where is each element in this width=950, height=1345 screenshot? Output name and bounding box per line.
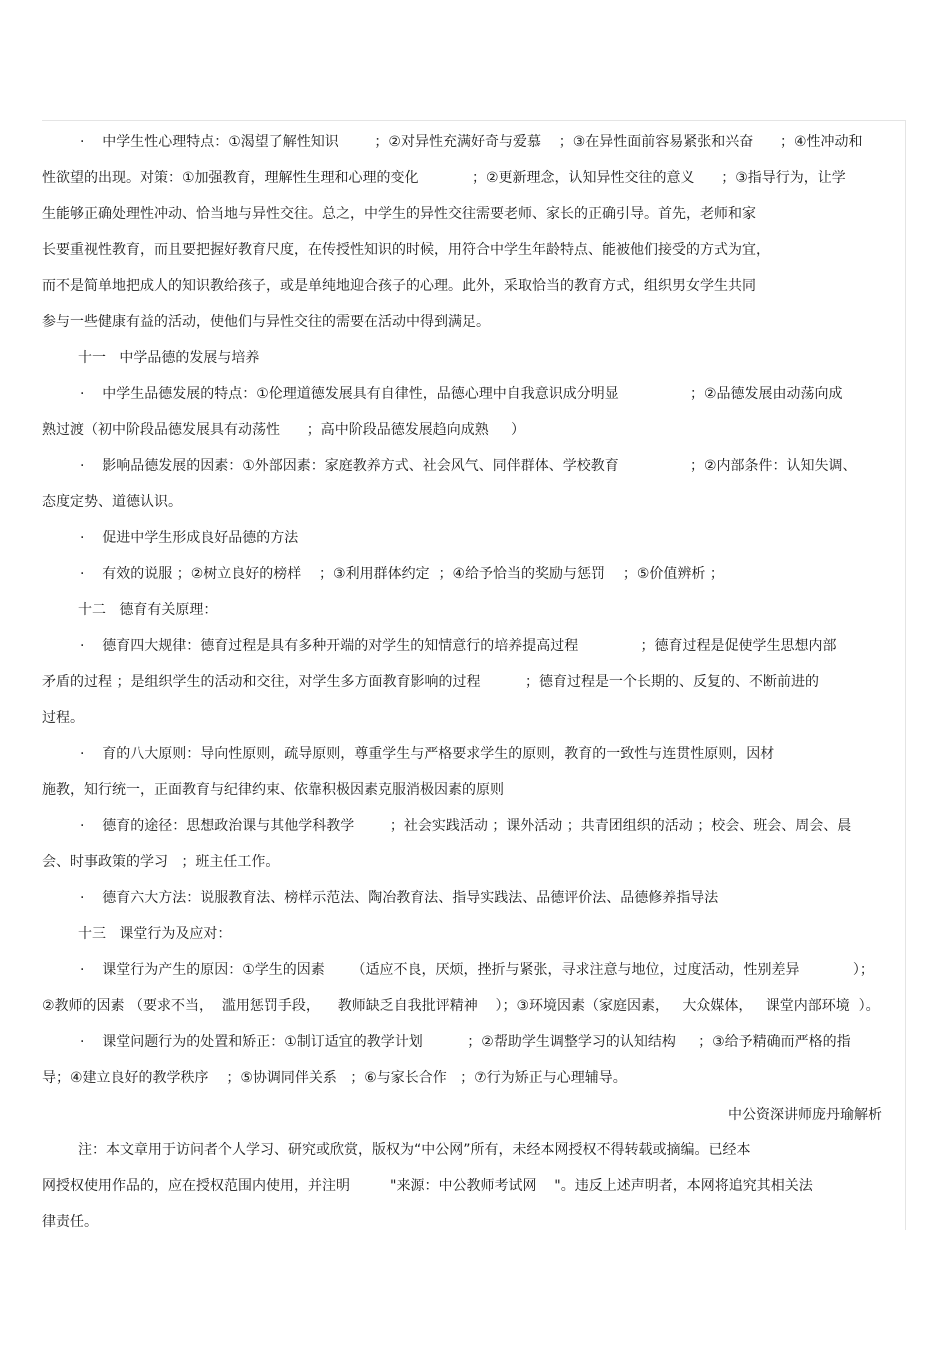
paragraph-line: 施教，知行统一，正面教育与纪律约束、依靠积极因素克服消极因素的原则 [42, 782, 504, 798]
paragraph-line: 性欲望的出现。对策：①加强教育，理解性生理和心理的变化 ；②更新理念，认知异性交往的意义 ；③指导行为，让学 [42, 170, 846, 186]
paragraph-line: 矛盾的过程 ；是组织学生的活动和交往，对学生多方面教育影响的过程 ；德育过程是一个长期的、反复的、不断前进的 [42, 674, 819, 690]
paragraph-line: · 影响品德发展的因素：①外部因素：家庭教养方式、社会风气、同伴群体、学校教育 ；②内部条件：认知失调、 [80, 458, 857, 474]
paragraph-line: · 促进中学生形成良好品德的方法 [80, 530, 299, 546]
copyright-notice-line: 律责任。 [42, 1214, 98, 1230]
paragraph-line: · 有效的说服 ；②树立良好的榜样 ；③利用群体约定 ；④给予恰当的奖励与惩罚 ；⑤价值辨析 ； [80, 566, 724, 582]
paragraph-line: · 课堂问题行为的处置和矫正：①制订适宜的教学计划 ；②帮助学生调整学习的认知结构 ；③给予精确而严格的指 [80, 1034, 851, 1050]
paragraph-line: · 德育四大规律：德育过程是具有多种开端的对学生的知情意行的培养提高过程 ；德育过程是促使学生思想内部 [80, 638, 837, 654]
paragraph-line: · 中学生品德发展的特点：①伦理道德发展具有自律性，品德心理中自我意识成分明显 ；②品德发展由动荡向成 [80, 386, 843, 402]
paragraph-line: · 德育六大方法：说服教育法、榜样示范法、陶冶教育法、指导实践法、品德评价法、品德修养指导法 [80, 890, 719, 906]
author-signature: 中公资深讲师庞丹瑜解析 [728, 1107, 882, 1123]
section-heading: 十三 课堂行为及应对： [78, 926, 232, 942]
paragraph-line: · 德育的途径：思想政治课与其他学科教学 ；社会实践活动 ；课外活动 ；共青团组织的活动 ；校会、班会、周会、晨 [80, 818, 852, 834]
paragraph-line: 会、时事政策的学习 ；班主任工作。 [42, 854, 280, 870]
section-heading: 十二 德育有关原理： [78, 602, 218, 618]
paragraph-line: 参与一些健康有益的活动，使他们与异性交往的需要在活动中得到满足。 [42, 314, 490, 330]
paragraph-line: · 中学生性心理特点：①渴望了解性知识 ；②对异性充满好奇与爱慕 ；③在异性面前容易紧张和兴奋 ；④性冲动和 [80, 134, 863, 150]
paragraph-line: 过程。 [42, 710, 84, 726]
page-frame-top-border [42, 120, 906, 121]
paragraph-line: 长要重视性教育，而且要把握好教育尺度，在传授性知识的时候，用符合中学生年龄特点、能被他们接受的方式为宜， [42, 242, 770, 258]
paragraph-line: 生能够正确处理性冲动、恰当地与异性交往。总之，中学生的异性交往需要老师、家长的正确引导。首先，老师和家 [42, 206, 756, 222]
paragraph-line: 熟过渡（初中阶段品德发展具有动荡性 ；高中阶段品德发展趋向成熟 ） [42, 422, 525, 438]
paragraph-line: ②教师的因素 （要求不当， 滥用惩罚手段， 教师缺乏自我批评精神 ）；③环境因素（家庭因素， 大众媒体， 课堂内部环境 ）。 [42, 998, 880, 1014]
copyright-notice-line: 注：本文章用于访问者个人学习、研究或欣赏，版权为“中公网”所有，未经本网授权不得转载或摘编。已经本 [78, 1142, 751, 1158]
paragraph-line: · 课堂行为产生的原因：①学生的因素 （适应不良，厌烦，挫折与紧张，寻求注意与地位，过度活动，性别差异 ）； [80, 962, 874, 978]
paragraph-line: · 育的八大原则：导向性原则，疏导原则，尊重学生与严格要求学生的原则，教育的一致性与连贯性原则，因材 [80, 746, 775, 762]
copyright-notice-line: 网授权使用作品的，应在授权范围内使用，并注明 "来源：中公教师考试网 "。违反上述声明者，本网将追究其相关法 [42, 1178, 813, 1194]
section-heading: 十一 中学品德的发展与培养 [78, 350, 260, 366]
paragraph-line: 而不是简单地把成人的知识教给孩子，或是单纯地迎合孩子的心理。此外，采取恰当的教育方式，组织男女学生共同 [42, 278, 756, 294]
paragraph-line: 导；④建立良好的教学秩序 ；⑤协调同伴关系 ；⑥与家长合作 ；⑦行为矫正与心理辅导。 [42, 1070, 627, 1086]
paragraph-line: 态度定势、道德认识。 [42, 494, 182, 510]
page-frame-right-border [905, 120, 906, 1230]
